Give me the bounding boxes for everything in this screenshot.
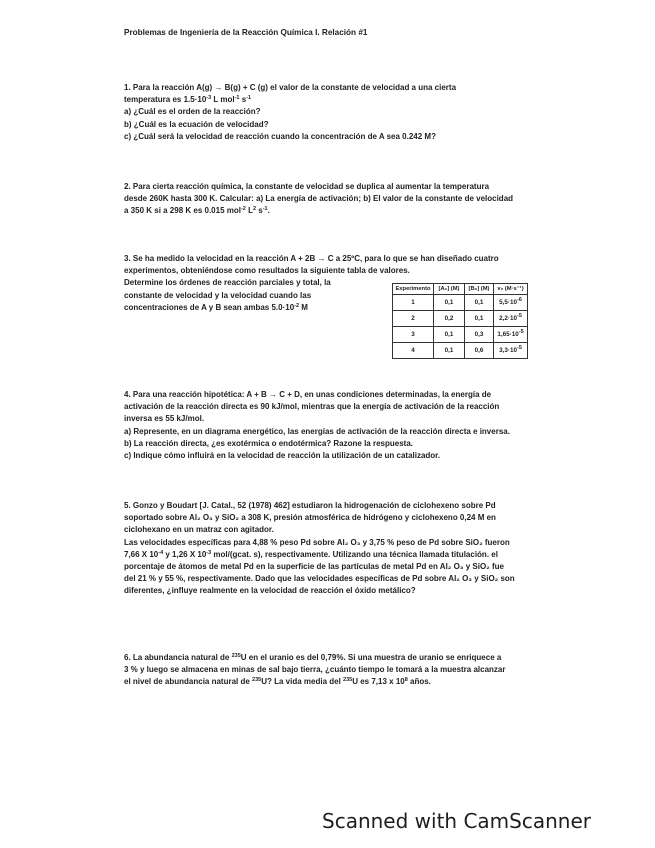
camscanner-watermark: Scanned with CamScanner xyxy=(322,809,591,833)
problem-6-line-1: 6. La abundancia natural de $^{235}$U en el uranio es del 0,79%. Si una muestra de uranio se enriquece a xyxy=(124,653,502,662)
table-cell-v: $1,65\cdot 10^{-5}$ xyxy=(494,327,528,343)
table-cell-b: 0,3 xyxy=(465,327,494,343)
problem-6-line-2: 3 % y luego se almacena en minas de sal bajo tierra, ¿cuánto tiempo le tomará a la muestra alcanzar xyxy=(124,665,506,675)
problem-5-line-8: diferentes, ¿influye realmente en la velocidad de reacción el óxido metálico? xyxy=(124,586,416,596)
problem-1-question-a: a) ¿Cuál es el orden de la reacción? xyxy=(124,107,261,117)
problem-4 xyxy=(124,389,564,462)
problem-4-line-1: 4. Para una reacción hipotética: A + B → C + D, en unas condiciones determinadas, la energía de xyxy=(124,390,492,399)
problem-4-question-b: b) La reacción directa, ¿es exotérmica o endotérmica? Razone la respuesta. xyxy=(124,438,413,448)
problem-5-line-3: ciclohexano en un matraz con agitador. xyxy=(124,525,274,535)
table-row xyxy=(393,343,528,359)
table-header-b0: [B₀] (M) xyxy=(465,284,494,295)
problem-4-question-c: c) Indique cómo influirá en la velocidad de reacción la utilización de un catalizador. xyxy=(124,451,441,461)
table-header-row xyxy=(393,284,528,295)
problem-1-question-c: c) ¿Cuál será la velocidad de reacción cuando la concentración de A sea 0.242 M? xyxy=(124,131,436,141)
table-row xyxy=(393,295,528,311)
problem-1-constant: temperatura es $1.5\cdot 10^{-3}$ L mol$^{-1}$ $s^{-1}$ xyxy=(124,95,252,105)
problem-3-line-2: experimentos, obteniéndose como resultados la siguiente tabla de valores. xyxy=(124,266,410,276)
problem-5-line-1: 5. Gonzo y Boudart [J. Catal., 52 (1978) 462] estudiaron la hidrogenación de ciclohexeno sobre Pd xyxy=(124,501,496,510)
problem-3-line-5: concentraciones de A y B sean ambas $5.0\cdot 10^{-2}$ M xyxy=(124,302,308,312)
problem-1-statement: 1. Para la reacción A(g) → B(g) + C (g) el valor de la constante de velocidad a una cierta xyxy=(124,83,457,92)
problem-5 xyxy=(124,500,564,598)
problem-4-line-2: activación de la reacción directa es 90 kJ/mol, mientras que la energía de activación de la reacción xyxy=(124,402,500,412)
table-row xyxy=(393,327,528,343)
table-header-a0: [A₀] (M) xyxy=(434,284,465,295)
problem-6 xyxy=(124,652,564,689)
table-cell-a: 0,2 xyxy=(434,311,465,327)
problem-2-line-1: 2. Para cierta reacción química, la constante de velocidad se duplica al aumentar la temperatura xyxy=(124,182,490,191)
table-cell-exp: 3 xyxy=(393,327,434,343)
table-cell-b: 0,6 xyxy=(465,343,494,359)
problem-1 xyxy=(124,82,564,143)
page-title: Problemas de Ingeniería de la Reacción Química I. Relación #1 xyxy=(124,28,368,37)
table-cell-exp: 1 xyxy=(393,295,434,311)
table-cell-exp: 2 xyxy=(393,311,434,327)
table-cell-a: 0,1 xyxy=(434,295,465,311)
problem-5-line-7: del 21 % y 55 %, respectivamente. Dado que las velocidades específicas de Pd sobre Al₂ O₃ y SiO₂ son xyxy=(124,574,515,584)
table-cell-a: 0,1 xyxy=(434,343,465,359)
problem-2 xyxy=(124,181,564,218)
problem-5-line-5: 7,66 X $10^{-4}$ y 1,26 X $10^{-3}$ mol/(gcat. s), respectivamente. Utilizando una técnica llamada titulación. el xyxy=(124,549,498,559)
table-cell-v: $3,3\cdot 10^{-5}$ xyxy=(494,343,528,359)
table-cell-a: 0,1 xyxy=(434,327,465,343)
table-cell-exp: 4 xyxy=(393,343,434,359)
table-cell-v: $5,5\cdot 10^{-6}$ xyxy=(494,295,528,311)
table-cell-b: 0,1 xyxy=(465,311,494,327)
table-row xyxy=(393,311,528,327)
table-cell-v: $2,2\cdot 10^{-5}$ xyxy=(494,311,528,327)
problem-5-line-4: Las velocidades específicas para 4,88 % peso Pd sobre Al₂ O₃ y 3,75 % peso de Pd sobre SiO₂ fueron xyxy=(124,537,510,547)
problem-2-line-3: a 350 K si a 298 K es 0.015 mol$^{-2}$ $L^2$ $s^{-1}$. xyxy=(124,206,270,216)
problem-6-line-3: el nivel de abundancia natural de $^{235}$U? La vida media del $^{235}$U es 7,13 x $10^8$ años. xyxy=(124,677,431,687)
problem-2-line-2: desde 260K hasta 300 K. Calcular: a) La energía de activación; b) El valor de la constante de velocidad xyxy=(124,194,514,204)
problem-4-line-3: inversa es 55 kJ/mol. xyxy=(124,414,205,424)
table-cell-b: 0,1 xyxy=(465,295,494,311)
problem-5-line-2: soportado sobre Al₂ O₃ y SiO₂ a 308 K, presión atmosférica de hidrógeno y ciclohexeno 0,24 M en xyxy=(124,513,496,523)
problem-3-line-1: 3. Se ha medido la velocidad en la reacción A + 2B → C a 25ºC, para lo que se han diseñado cuatro xyxy=(124,254,499,263)
rate-data-table xyxy=(392,283,528,359)
problem-5-line-6: porcentaje de átomos de metal Pd en la superficie de las partículas de metal Pd en Al₂ O₃ y SiO₂ fue xyxy=(124,562,504,572)
problem-1-question-b: b) ¿Cuál es la ecuación de velocidad? xyxy=(124,119,269,129)
problem-4-question-a: a) Represente, en un diagrama energético, las energías de activación de la reacción directa e inversa. xyxy=(124,426,510,436)
table-header-experiment: Experimento xyxy=(393,284,434,295)
problem-3-line-4: constante de velocidad y la velocidad cuando las xyxy=(124,290,312,300)
problem-3-line-3: Determine los órdenes de reacción parciales y total, la xyxy=(124,278,331,288)
table-header-v0: v₀ (M·s⁻¹) xyxy=(494,284,528,295)
